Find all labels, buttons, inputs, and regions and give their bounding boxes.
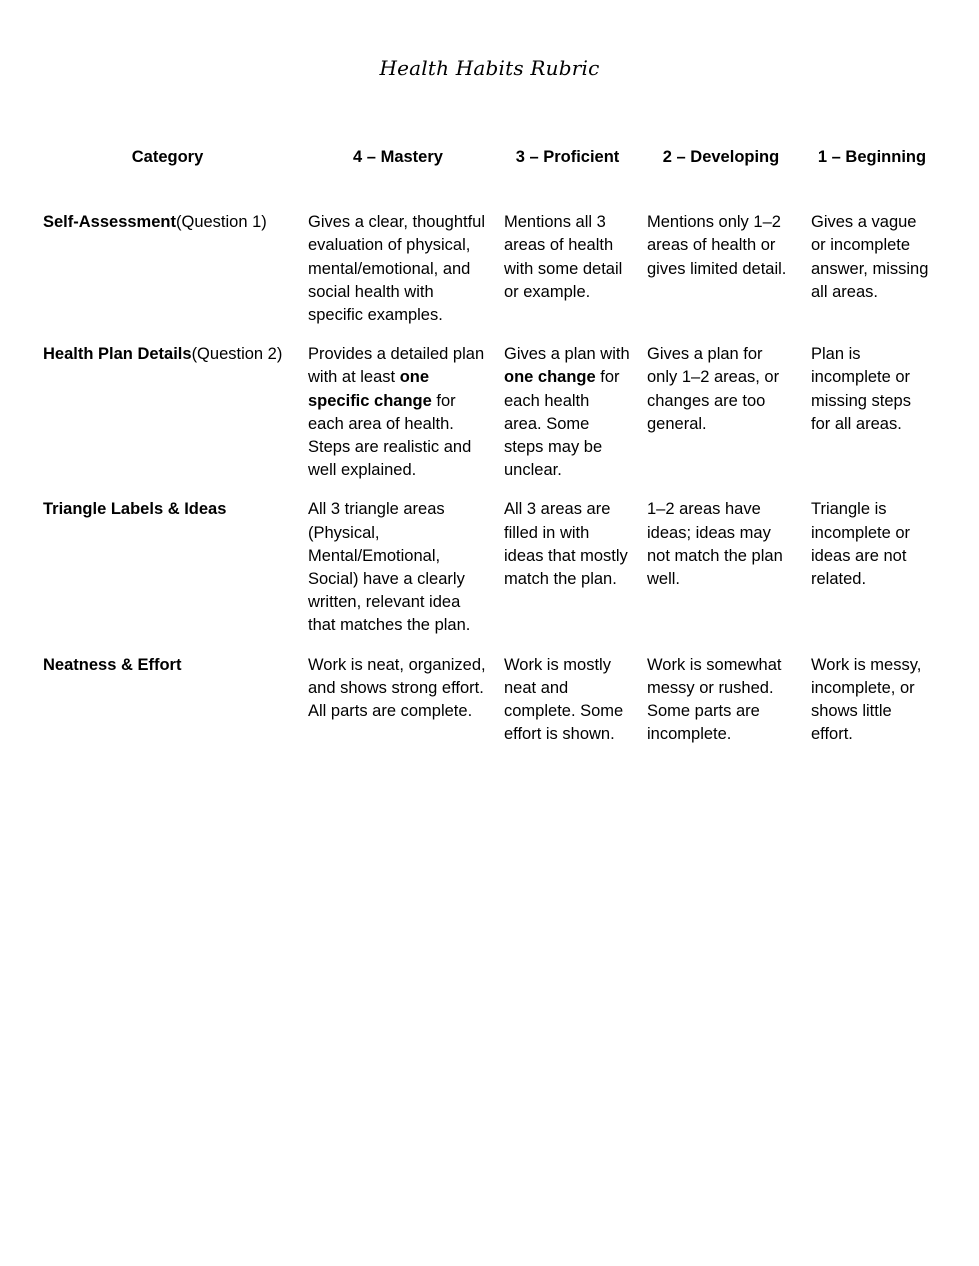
header-mastery: 4 – Mastery — [353, 148, 443, 166]
beginning-cell: Plan is incomplete or missing steps for all areas. — [811, 345, 911, 433]
header-category: Category — [131, 148, 204, 166]
category-name: Self-Assessment — [43, 213, 176, 232]
category-cell — [33, 211, 298, 343]
beginning-cell: Gives a vague or incomplete answer, missing all areas. — [811, 213, 929, 301]
beginning-cell: Work is messy, incomplete, or shows little effort. — [811, 655, 922, 744]
rubric-header-row — [33, 136, 939, 211]
developing-cell: Gives a plan for only 1–2 areas, or changes are too general. — [647, 345, 780, 433]
header-beginning: 1 – Beginning — [817, 148, 927, 166]
mastery-cell: Gives a clear, thoughtful evaluation of physical, mental/emotional, and social health with specific examples. — [308, 213, 486, 325]
proficient-cell: Mentions all 3 areas of health with some detail or example. — [504, 213, 623, 301]
category-cell — [33, 498, 298, 653]
mastery-text-end: for each area of health. Steps are realistic and well explained. — [308, 391, 472, 480]
table-row — [33, 343, 939, 498]
beginning-cell: Triangle is incomplete or ideas are not related. — [811, 500, 911, 589]
header-developing: 2 – Developing — [662, 148, 780, 166]
mastery-cell — [298, 343, 494, 498]
proficient-cell — [494, 343, 637, 498]
category-note: (Question 1) — [175, 213, 267, 232]
proficient-cell: All 3 areas are filled in with ideas that mostly match the plan. — [504, 500, 628, 589]
rubric-table — [33, 136, 939, 762]
table-row — [33, 211, 939, 343]
proficient-emphasis: one change — [504, 368, 596, 387]
header-proficient: 3 – Proficient — [515, 148, 620, 166]
mastery-cell: All 3 triangle areas (Physical, Mental/Emotional, Social) have a clearly written, relevant idea that matches the plan. — [308, 500, 471, 635]
developing-cell: Mentions only 1–2 areas of health or gives limited detail. — [647, 213, 787, 278]
mastery-cell: Work is neat, organized, and shows strong effort. All parts are complete. — [308, 655, 486, 721]
page-title: Health Habits Rubric — [379, 56, 600, 80]
category-name: Health Plan Details — [43, 345, 192, 364]
category-name: Triangle Labels & Ideas — [43, 500, 227, 519]
category-note: (Question 2) — [191, 345, 283, 364]
developing-cell: Work is somewhat messy or rushed. Some parts are incomplete. — [647, 655, 782, 744]
proficient-cell: Work is mostly neat and complete. Some effort is shown. — [504, 655, 624, 744]
category-cell — [33, 654, 298, 763]
proficient-text-end: for each health area. Some steps may be unclear. — [504, 368, 620, 480]
mastery-text-start: Provides a detailed plan with at least — [308, 345, 485, 387]
category-name: Neatness & Effort — [43, 655, 182, 674]
table-row — [33, 654, 939, 763]
table-row — [33, 498, 939, 653]
category-cell — [33, 343, 298, 498]
mastery-emphasis: one specific change — [308, 368, 432, 410]
developing-cell: 1–2 areas have ideas; ideas may not match the plan well. — [647, 500, 783, 589]
proficient-text-start: Gives a plan with — [504, 345, 630, 364]
